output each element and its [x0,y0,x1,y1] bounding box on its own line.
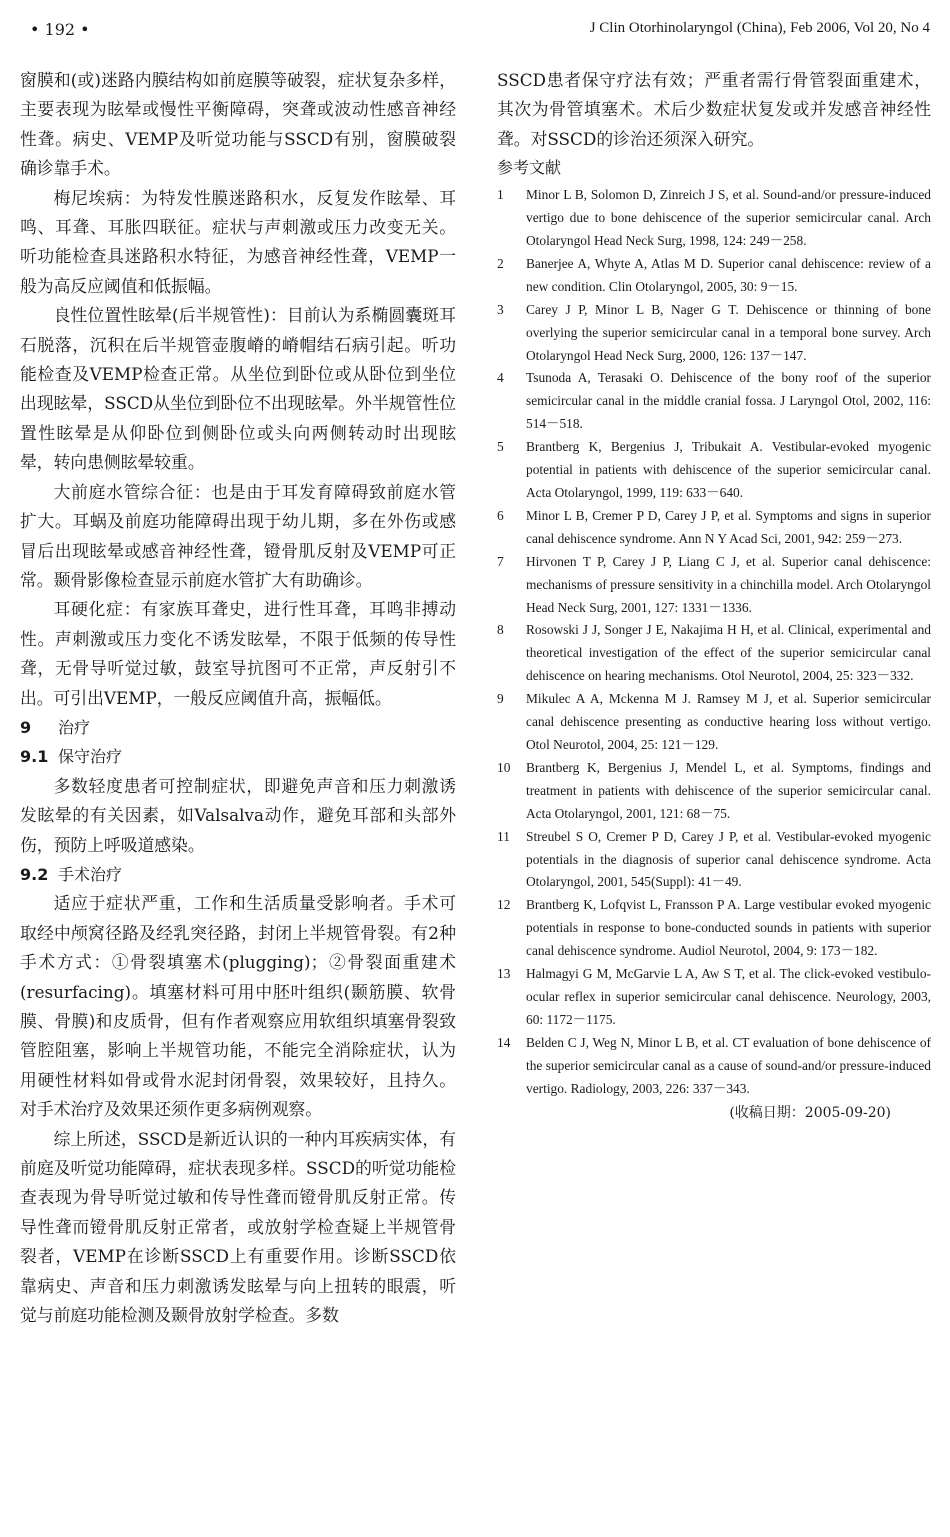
paragraph-conservative-treatment: 多数轻度患者可控制症状，即避免声音和压力刺激诱发眩晕的有关因素，如Valsalva动作，避免耳部和头部外伤，预防上呼吸道感染。 [20,775,456,855]
subsection-title: 保守治疗 [58,747,123,767]
subsection-title: 手术治疗 [58,864,123,884]
reference-item [497,894,931,963]
paragraph-summary: 综上所述，SSCD是新近认识的一种内耳疾病实体，有前庭及听觉功能障碍，症状表现多样。SSCD的听觉功能检查表现为骨导听觉过敏和传导性聋而镫骨肌反射正常。传导性聋而镫骨肌反射正常者，或放射学检查疑上半规管骨裂者，VEMP在诊断SSCD上有重要作用。诊断SSCD依靠病史、声音和压力刺激诱发眩晕与向上扭转的眼震，听觉与前庭功能检测及颞骨放射学检查。多数 [20,1128,456,1326]
reference-text: Belden C J, Weg N, Minor L B, et al. CT evaluation of bone dehiscence of the superior semicircular canal as a cause of sound-and/or pressure-induced vertigo. Radiology, 2003, 226: 337－343. [526,1034,931,1096]
page-number: • 192 • [30,20,90,39]
reference-item [497,505,931,551]
subsection-heading-surgical [20,860,456,889]
references-title: 参考文献 [497,158,562,178]
reference-text: Brantberg K, Lofqvist L, Fransson P A. Large vestibular evoked myogenic potentials in response to bone-conducted sounds in patients with superior canal dehiscence syndrome. Audiol Neurotol, 2004, 9: 173－182. [526,897,931,959]
reference-item [497,253,931,299]
left-column [20,66,456,1330]
reference-text: Streubel S O, Cremer P D, Carey J P, et al. Vestibular-evoked myogenic potentials in the diagnosis of superior canal dehiscence syndrome. Acta Otolaryngol, 2001, 545(Suppl): 41－49. [526,828,931,890]
reference-text: Mikulec A A, Mckenna M J. Ramsey M J, et al. Superior semicircular canal dehiscence presenting as conductive hearing loss without vertigo. Otol Neurotol, 2004, 25: 121－129. [526,691,931,752]
paragraph-otosclerosis: 耳硬化症：有家族耳聋史，进行性耳聋，耳鸣非搏动性。声刺激或压力变化不诱发眩晕，不限于低频的传导性聋，无骨导听觉过敏，鼓室导抗图可不正常，声反射引不出。可引出VEMP，一般反应阈值升高，振幅低。 [20,599,456,708]
reference-text: Minor L B, Cremer P D, Carey J P, et al. Symptoms and signs in superior canal dehiscence syndrome. Ann N Y Acad Sci, 2001, 942: 259－273. [526,507,931,546]
reference-number: 12 [497,897,511,913]
reference-text: Tsunoda A, Terasaki O. Dehiscence of the bony roof of the superior semicircular canal in the middle cranial fossa. J Laryngol Otol, 2002, 116: 514－518. [526,370,931,432]
paragraph-window-rupture: 窗膜和(或)迷路内膜结构如前庭膜等破裂，症状复杂多样，主要表现为眩晕或慢性平衡障碍，突聋或波动性感音神经性聋。病史、VEMP及听觉功能与SSCD有别，窗膜破裂确诊靠手术。 [20,70,456,179]
subsection-heading-conservative [20,742,456,771]
reference-item [497,757,931,826]
reference-number: 2 [497,255,504,271]
reference-number: 6 [497,507,504,523]
reference-number: 8 [497,622,504,638]
reference-text: Rosowski J J, Songer J E, Nakajima H H, et al. Clinical, experimental and theoretical investigation of the effect of the superior semicircular canal dehiscence on hearing mechanisms. Otol Neurotol, 2004, 25: 323－332. [526,622,931,684]
reference-item [497,963,931,1032]
reference-item [497,1032,931,1101]
right-column [497,66,931,1122]
received-date: (收稿日期：2005-09-20) [729,1105,891,1122]
reference-text: Banerjee A, Whyte A, Atlas M D. Superior canal dehiscence: review of a new condition. Clin Otolaryngol, 2005, 30: 9－15. [526,255,931,294]
subsection-number: 9.1 [20,747,49,767]
reference-number: 11 [497,828,510,844]
reference-item [497,436,931,505]
section-title: 治疗 [58,717,91,737]
reference-text: Brantberg K, Bergenius J, Tribukait A. Vestibular-evoked myogenic potential in patients with dehiscence of the superior semicircular canal. Acta Otolaryngol, 1999, 119: 633－640. [526,439,931,500]
section-number: 9 [20,717,32,737]
reference-text: Brantberg K, Bergenius J, Mendel L, et al. Symptoms, findings and treatment in patients with dehiscence of the superior semicircular canal. Acta Otolaryngol, 2001, 121: 68－75. [526,759,931,821]
paragraph-summary-continued: SSCD患者保守疗法有效；严重者需行骨管裂面重建术，其次为骨管填塞术。术后少数症状复发或并发感音神经性聋。对SSCD的诊治还须深入研究。 [497,70,931,149]
reference-number: 10 [497,759,511,775]
reference-text: Hirvonen T P, Carey J P, Liang C J, et al. Superior canal dehiscence: mechanisms of pressure sensitivity in a chinchilla model. Arch Otolaryngol Head Neck Surg, 2001, 127: 1331－1336. [526,553,931,615]
reference-item [497,184,931,253]
reference-number: 4 [497,370,504,386]
reference-item [497,688,931,757]
reference-number: 14 [497,1034,511,1050]
reference-item [497,551,931,620]
reference-number: 9 [497,691,504,707]
reference-text: Carey J P, Minor L B, Nager G T. Dehiscence or thinning of bone overlying the superior semicircular canal in a temporal bone survey. Arch Otolaryngol Head Neck Surg, 2000, 126: 137－147. [526,301,931,363]
reference-item [497,367,931,436]
reference-item [497,299,931,368]
paragraph-bppv: 良性位置性眩晕(后半规管性)：目前认为系椭圆囊斑耳石脱落，沉积在后半规管壶腹嵴的嵴帽结石病引起。听功能检查及VEMP检查正常。从坐位到卧位或从卧位到坐位出现眩晕，SSCD从坐位到卧位不出现眩晕。外半规管性位置性眩晕是从仰卧位到侧卧位或头向两侧转动时出现眩晕，转向患侧眩晕较重。 [20,305,456,473]
paragraph-large-vestibular-aqueduct: 大前庭水管综合征：也是由于耳发育障碍致前庭水管扩大。耳蜗及前庭功能障碍出现于幼儿期，多在外伤或感冒后出现眩晕或感音神经性聋，镫骨肌反射及VEMP可正常。颞骨影像检查显示前庭水管扩大有助确诊。 [20,481,456,590]
paragraph-surgical-treatment: 适应于症状严重，工作和生活质量受影响者。手术可取经中颅窝径路及经乳突径路，封闭上半规管骨裂。有2种手术方式：①骨裂填塞术(plugging)；②骨裂面重建术(resurfacing)。填塞材料可用中胚叶组织(颞筋膜、软骨膜、骨膜)和皮质骨，但有作者观察应用软组织填塞骨裂致管腔阻塞，影响上半规管功能，不能完全消除症状，认为用硬性材料如骨或骨水泥封闭骨裂，效果较好，且持久。对手术治疗及效果还须作更多病例观察。 [20,893,456,1120]
reference-number: 5 [497,439,504,455]
journal-running-header: J Clin Otorhinolaryngol (China), Feb 2006, Vol 20, No 4 [589,20,930,36]
reference-number: 1 [497,187,504,203]
reference-item [497,619,931,688]
reference-number: 13 [497,966,511,982]
section-heading-treatment [20,713,456,742]
paragraph-meniere: 梅尼埃病：为特发性膜迷路积水，反复发作眩晕、耳鸣、耳聋、耳胀四联征。症状与声刺激或压力改变无关。听功能检查具迷路积水特征，为感音神经性聋，VEMP一般为高反应阈值和低振幅。 [20,187,456,296]
reference-text: Minor L B, Solomon D, Zinreich J S, et al. Sound-and/or pressure-induced vertigo due to bone dehiscence of the superior semicircular canal. Arch Otolaryngol Head Neck Surg, 1998, 124: 249－258. [526,187,931,249]
reference-number: 7 [497,553,504,569]
reference-text: Halmagyi G M, McGarvie L A, Aw S T, et al. The click-evoked vestibulo-ocular reflex in superior semicircular canal dehiscence. Neurology, 2003, 60: 1172－1175. [526,966,931,1027]
subsection-number: 9.2 [20,864,49,884]
reference-number: 3 [497,301,504,317]
reference-list [497,184,931,1100]
reference-item [497,826,931,895]
